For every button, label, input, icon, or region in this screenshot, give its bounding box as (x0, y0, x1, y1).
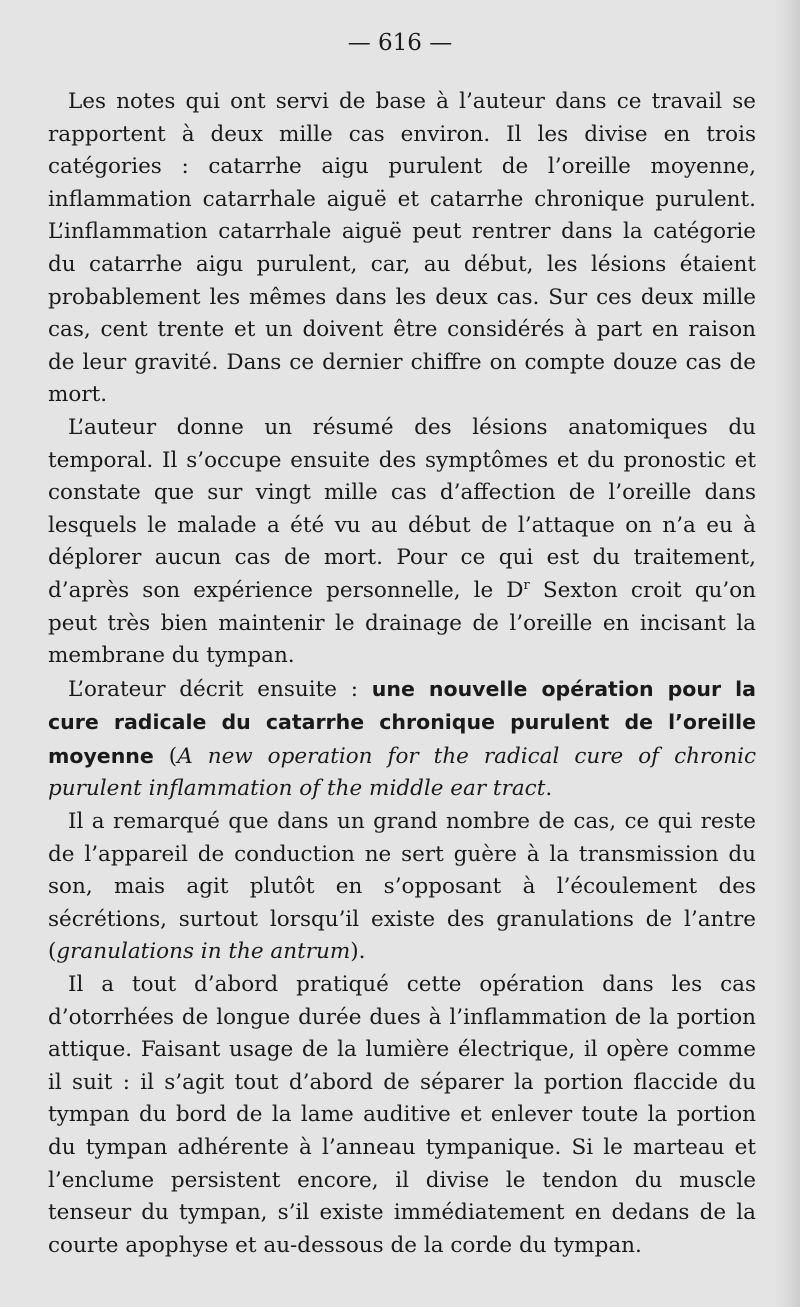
paragraph-1: Les notes qui ont servi de base à l’auteur dans ce travail se rapportent à deux mille cas environ. Il les divise en trois catégories : catarrhe aigu purulent de l’oreille moyenne, inflammation catarrhale aiguë et catarrhe chronique purulent. L’inflammation catarrhale aiguë peut rentrer dans la catégorie du catarrhe aigu purulent, car, au début, les lésions étaient probablement les mêmes dans les deux cas. Sur ces deux mille cas, cent trente et un doivent être considérés à part en raison de leur gravité. Dans ce dernier chiffre on compte douze cas de mort. (48, 89, 756, 408)
paragraph-4-end: ). (350, 939, 366, 965)
paragraph-2 (48, 412, 756, 673)
paragraph-3-end: . (545, 776, 553, 802)
paragraph-4 (48, 806, 756, 969)
paragraph-3-paren: ( (153, 743, 178, 769)
page-edge-shadow (774, 0, 800, 1307)
paragraph-5: Il a tout d’abord pratiqué cette opération dans les cas d’otorrhées de longue durée dues à l’inflammation de la portion attique. Faisant usage de la lumière électrique, il opère comme il suit : il s’agit tout d’abord de séparer la portion flaccide du tympan du bord de la lame auditive et enlever toute la portion du tympan adhérente à l’anneau tympanique. Si le marteau et l’enclume persistent encore, il divise le tendon du muscle tenseur du tympan, s’il existe immédiatement en dedans de la courte apophyse et au-dessous de la corde du tympan. (48, 972, 756, 1258)
page-number: — 616 — (347, 30, 453, 56)
paragraph-3-lead: L’orateur décrit ensuite : (68, 676, 372, 702)
granulations-italic: granulations in the antrum (56, 939, 351, 965)
paragraph-3 (48, 673, 756, 806)
doctor-abbrev-superscript: r (523, 577, 530, 593)
operation-title-english-italic: A new operation for the radical cure of chronic purulent inflammation of the middle ear tract (48, 743, 756, 802)
paragraph-2-text-end: Sexton croit qu’on peut très bien maintenir le drainage de l’oreille en incisant la membrane du tympan. (48, 577, 757, 669)
body-text (48, 86, 756, 1262)
paragraph-2-text: L’auteur donne un résumé des lésions anatomiques du temporal. Il s’occupe ensuite des symptômes et du pronostic et constate que sur vingt mille cas d’affection de l’oreille dans lesquels le malade a été vu au début de l’attaque on n’a eu à déplorer aucun cas de mort. Pour ce qui est du traitement, d’après son expérience personnelle, le D (48, 414, 756, 603)
paragraph-4-text: Il a remarqué que dans un grand nombre de cas, ce qui reste de l’appareil de conduction ne sert guère à la transmission du son, mais agit plutôt en s’opposant à l’écoulement des sécrétions, surtout lorsqu’il existe des granulations de l’antre ( (48, 809, 756, 965)
operation-title-bold: une nouvelle opération pour la cure radicale du catarrhe chronique purulent de l’oreille moyenne (48, 676, 756, 768)
